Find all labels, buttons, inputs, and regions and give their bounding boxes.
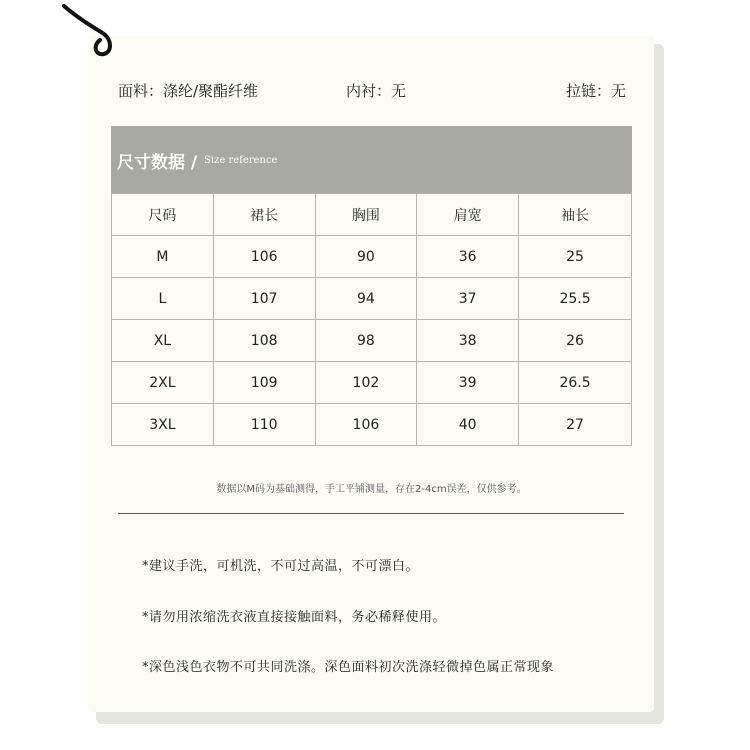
- table-cell: 40: [417, 404, 519, 446]
- tag-scalloped-edge: [88, 700, 654, 724]
- size-section-subtitle: Size reference: [204, 155, 278, 166]
- table-header-cell: 胸围: [315, 194, 417, 236]
- table-cell: XL: [112, 320, 214, 362]
- table-row: [112, 404, 632, 446]
- table-cell: 3XL: [112, 404, 214, 446]
- table-cell: 109: [213, 362, 315, 404]
- fabric-info-row: [118, 80, 626, 102]
- table-row: [112, 320, 632, 362]
- table-row: [112, 278, 632, 320]
- table-cell: 107: [213, 278, 315, 320]
- table-cell: 106: [213, 236, 315, 278]
- table-row: [112, 362, 632, 404]
- table-header-cell: 肩宽: [417, 194, 519, 236]
- table-cell: 26: [519, 320, 632, 362]
- table-cell: 37: [417, 278, 519, 320]
- table-cell: 27: [519, 404, 632, 446]
- table-cell: 25.5: [519, 278, 632, 320]
- table-cell: 2XL: [112, 362, 214, 404]
- table-header-row: [112, 194, 632, 236]
- table-cell: 98: [315, 320, 417, 362]
- table-cell: 25: [519, 236, 632, 278]
- table-cell: 26.5: [519, 362, 632, 404]
- table-cell: 94: [315, 278, 417, 320]
- table-cell: 39: [417, 362, 519, 404]
- size-section-title: 尺寸数据 /: [117, 153, 198, 173]
- table-cell: 36: [417, 236, 519, 278]
- table-cell: M: [112, 236, 214, 278]
- table-cell: 38: [417, 320, 519, 362]
- table-cell: 106: [315, 404, 417, 446]
- table-cell: 110: [213, 404, 315, 446]
- care-instruction: *深色浅色衣物不可共同洗涤。深色面料初次洗涤轻微掉色属正常现象: [142, 660, 555, 675]
- table-cell: 102: [315, 362, 417, 404]
- zipper-info: 拉链：无: [565, 82, 626, 100]
- table-row: [112, 236, 632, 278]
- fabric-info: 面料：涤纶/聚酯纤维: [118, 82, 259, 100]
- table-header-cell: 尺码: [112, 194, 214, 236]
- table-cell: L: [112, 278, 214, 320]
- tag-string-icon: [0, 0, 140, 70]
- table-cell: 108: [213, 320, 315, 362]
- size-section-header: [111, 126, 632, 193]
- table-header-cell: 裙长: [213, 194, 315, 236]
- table-header-cell: 袖长: [519, 194, 632, 236]
- measurement-note: 数据以M码为基础测得，手工平铺测量，存在2-4cm误差，仅供参考。: [216, 484, 527, 495]
- size-table: [111, 193, 632, 446]
- divider: [118, 513, 624, 514]
- care-instruction: *建议手洗，可机洗，不可过高温，不可漂白。: [142, 559, 420, 574]
- lining-info: 内衬：无: [346, 82, 407, 100]
- table-cell: 90: [315, 236, 417, 278]
- care-instruction: *请勿用浓缩洗衣液直接接触面料，务必稀释使用。: [142, 610, 447, 625]
